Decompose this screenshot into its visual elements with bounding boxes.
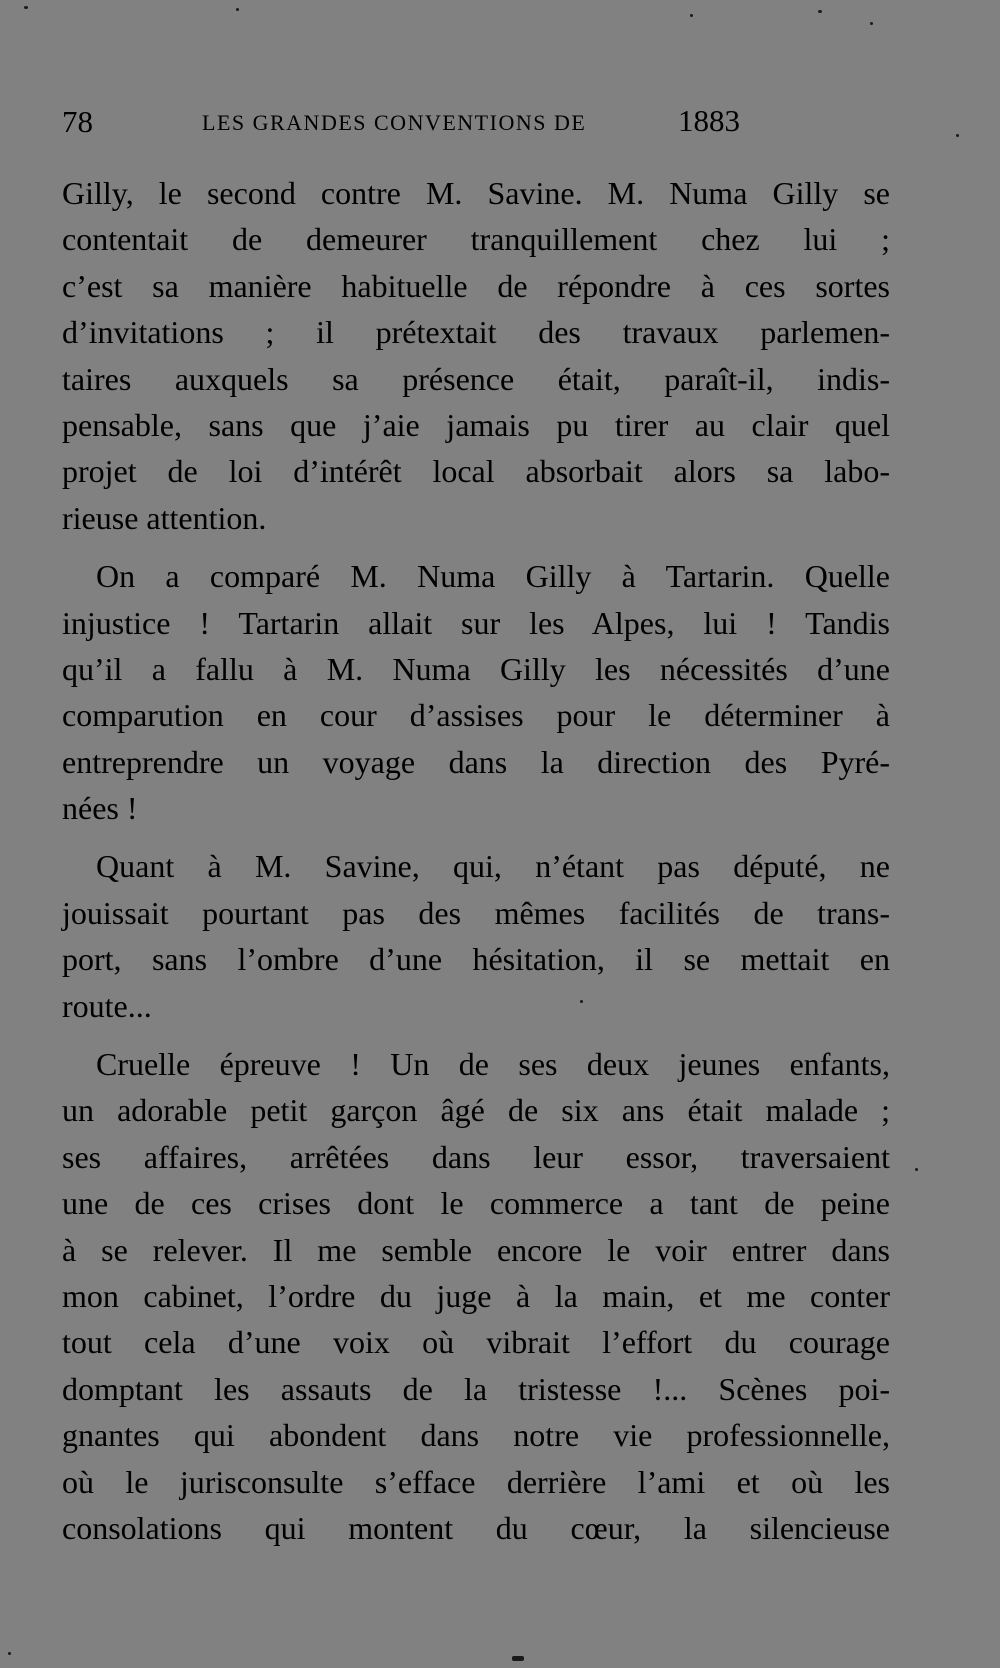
text-line: pensable, sans que j’aie jamais pu tirer au clair quel [62, 406, 890, 443]
paragraph-4 [62, 1041, 890, 1551]
scan-speck [915, 1168, 918, 1171]
text-line: qu’il a fallu à M. Numa Gilly les nécessités d’une [62, 650, 890, 687]
paragraph-gap [62, 541, 890, 553]
scan-speck [8, 1652, 11, 1655]
body-text [62, 170, 890, 1551]
paragraph-1 [62, 170, 890, 541]
scan-speck [580, 1000, 583, 1003]
text-line: Quant à M. Savine, qui, n’étant pas député, ne [96, 848, 890, 885]
text-line: consolations qui montent du cœur, la silencieuse [62, 1509, 890, 1546]
running-head: LES GRANDES CONVENTIONS DE [202, 110, 587, 135]
text-line: nées ! [62, 790, 138, 827]
text-line: taires auxquels sa présence était, paraît-il, indis- [62, 360, 890, 397]
text-line: d’invitations ; il prétextait des travaux parlemen- [62, 314, 890, 351]
text-line: tout cela d’une voix où vibrait l’effort du courage [62, 1324, 890, 1361]
scan-speck [512, 1656, 524, 1661]
text-line: une de ces crises dont le commerce a tant de peine [62, 1185, 890, 1222]
text-line: comparution en cour d’assises pour le déterminer à [62, 697, 890, 734]
text-line: Cruelle épreuve ! Un de ses deux jeunes enfants, [96, 1046, 890, 1083]
paragraph-3 [62, 843, 890, 1029]
scan-speck [870, 22, 873, 25]
text-line: port, sans l’ombre d’une hésitation, il se mettait en [62, 941, 890, 978]
paragraph-gap [62, 1029, 890, 1041]
text-line: injustice ! Tartarin allait sur les Alpes, lui ! Tandis [62, 604, 890, 641]
paragraph-2 [62, 553, 890, 831]
text-line: à se relever. Il me semble encore le voir entrer dans [62, 1231, 890, 1268]
text-line: c’est sa manière habituelle de répondre à ces sortes [62, 267, 890, 304]
scan-speck [818, 10, 822, 13]
text-line: un adorable petit garçon âgé de six ans était malade ; [62, 1092, 890, 1129]
text-line: mon cabinet, l’ordre du juge à la main, et me conter [62, 1277, 890, 1314]
text-line: entreprendre un voyage dans la direction des Pyré- [62, 743, 890, 780]
scan-speck [24, 6, 28, 9]
text-line: jouissait pourtant pas des mêmes facilités de trans- [62, 894, 890, 931]
paragraph-gap [62, 831, 890, 843]
scan-speck [956, 134, 959, 137]
page-header [62, 102, 782, 142]
text-line: contentait de demeurer tranquillement chez lui ; [62, 221, 890, 258]
running-head-year: 1883 [678, 103, 740, 138]
text-line: projet de loi d’intérêt local absorbait alors sa labo- [62, 453, 890, 490]
text-line: Gilly, le second contre M. Savine. M. Numa Gilly se [62, 175, 890, 211]
scan-speck [236, 8, 239, 11]
text-line: où le jurisconsulte s’efface derrière l’ami et où les [62, 1463, 890, 1500]
page-number: 78 [62, 104, 93, 139]
text-line: gnantes qui abondent dans notre vie professionnelle, [62, 1417, 890, 1454]
text-line: route... [62, 987, 152, 1024]
text-line: On a comparé M. Numa Gilly à Tartarin. Quelle [96, 558, 890, 595]
scan-speck [690, 14, 693, 17]
text-line: ses affaires, arrêtées dans leur essor, traversaient [62, 1138, 890, 1175]
text-line: domptant les assauts de la tristesse !... Scènes poi- [62, 1370, 890, 1407]
text-line: rieuse attention. [62, 499, 267, 536]
